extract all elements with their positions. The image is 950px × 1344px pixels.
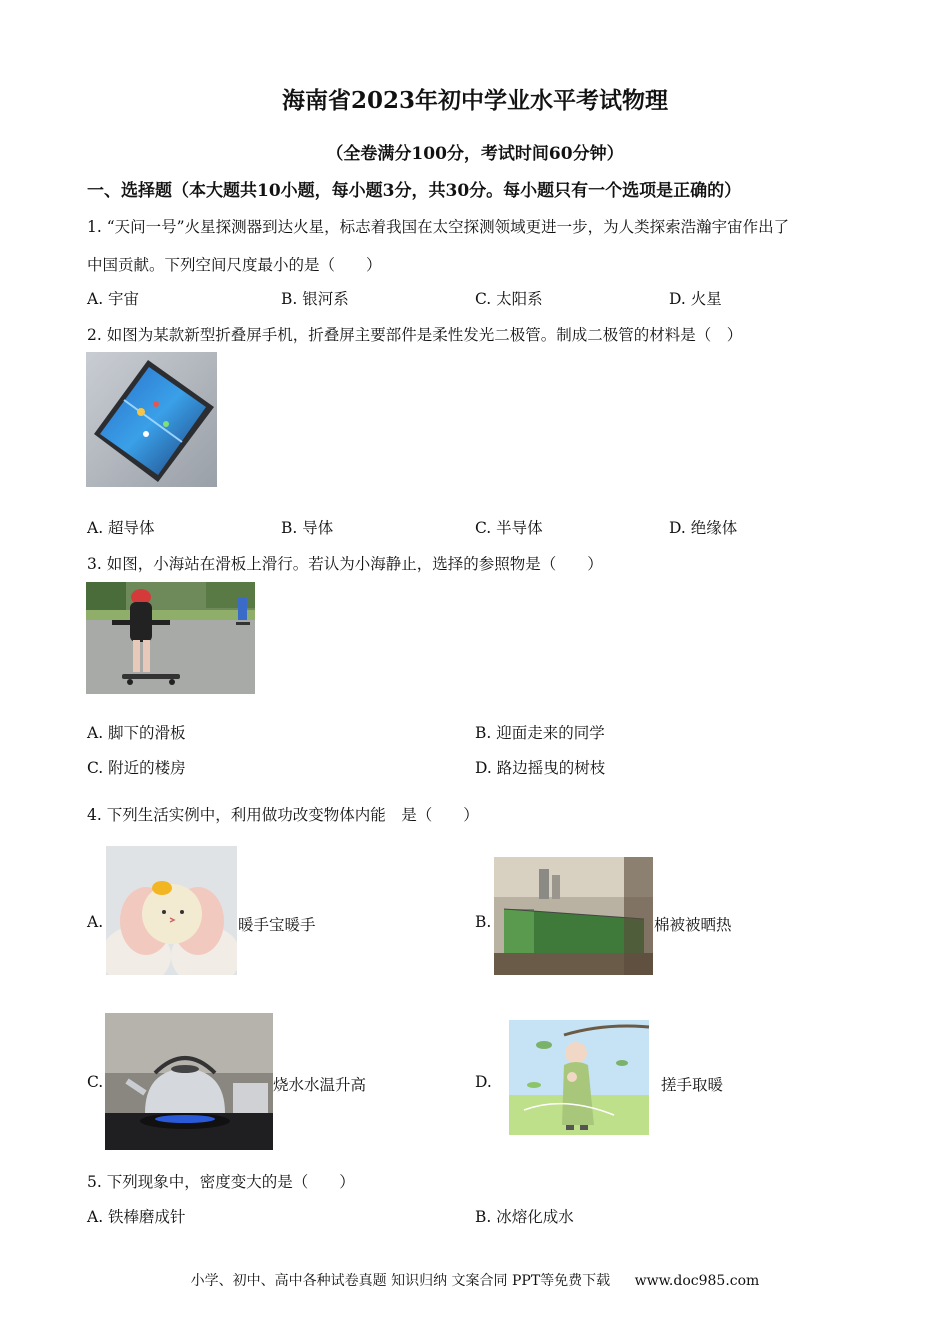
question-1-line-2: 中国贡献。下列空间尺度最小的是（ ） <box>87 256 382 274</box>
q4-option-d-caption: 搓手取暖 <box>661 1076 724 1094</box>
question-2-text: 2. 如图为某款新型折叠屏手机，折叠屏主要部件是柔性发光二极管。制成二极管的材料是（ ） <box>87 326 743 344</box>
q1-option-c: C. 太阳系 <box>475 290 543 308</box>
exam-subtitle: （全卷满分100分，考试时间60分钟） <box>326 144 624 164</box>
footer-text: 小学、初中、高中各种试卷真题 知识归纳 文案合同 PPT等免费下载 <box>190 1273 611 1289</box>
q4-option-a-letter: A. <box>87 913 104 931</box>
page-footer <box>0 1270 950 1290</box>
q2-option-c: C. 半导体 <box>475 519 543 537</box>
question-4-text: 4. 下列生活实例中，利用做功改变物体内能 是（ ） <box>87 806 479 824</box>
question-5-text: 5. 下列现象中，密度变大的是（ ） <box>87 1173 355 1191</box>
q4-option-c-caption: 烧水水温升高 <box>273 1076 367 1094</box>
q2-option-a: A. 超导体 <box>87 519 155 537</box>
q3-option-a: A. 脚下的滑板 <box>87 724 186 742</box>
q4-option-c-letter: C. <box>87 1073 104 1091</box>
hand-warmer-photo <box>106 846 237 975</box>
q4-option-b-letter: B. <box>475 913 492 931</box>
q2-option-d: D. 绝缘体 <box>669 519 738 537</box>
q3-option-d: D. 路边摇曳的树枝 <box>475 759 606 777</box>
q5-option-a: A. 铁棒磨成针 <box>87 1208 186 1226</box>
boiling-kettle-photo <box>105 1013 273 1150</box>
question-1-line-1: 1. “天问一号”火星探测器到达火星，标志着我国在太空探测领域更进一步，为人类探索浩瀚宇宙作出了 <box>87 218 790 236</box>
q1-option-a: A. 宇宙 <box>87 290 140 308</box>
q2-option-b: B. 导体 <box>281 519 334 537</box>
skateboard-photo <box>86 582 255 694</box>
q1-option-b: B. 银河系 <box>281 290 349 308</box>
section-heading: 一、选择题（本大题共10小题，每小题3分，共30分。每小题只有一个选项是正确的） <box>87 181 742 201</box>
footer-url[interactable]: www.doc985.com <box>634 1273 760 1289</box>
question-3-text: 3. 如图，小海站在滑板上滑行。若认为小海静止，选择的参照物是（ ） <box>87 555 603 573</box>
q4-option-a-caption: 暖手宝暖手 <box>238 916 316 934</box>
q4-option-d-letter: D. <box>475 1073 492 1091</box>
q3-option-c: C. 附近的楼房 <box>87 759 186 777</box>
q3-option-b: B. 迎面走来的同学 <box>475 724 605 742</box>
q5-option-b: B. 冰熔化成水 <box>475 1208 574 1226</box>
q1-option-d: D. 火星 <box>669 290 722 308</box>
folding-phone-photo <box>86 352 217 487</box>
rubbing-hands-illustration <box>504 1015 653 1140</box>
quilt-sunning-photo <box>494 857 653 975</box>
exam-title: 海南省2023年初中学业水平考试物理 <box>281 87 668 114</box>
q4-option-b-caption: 棉被被晒热 <box>654 916 732 934</box>
